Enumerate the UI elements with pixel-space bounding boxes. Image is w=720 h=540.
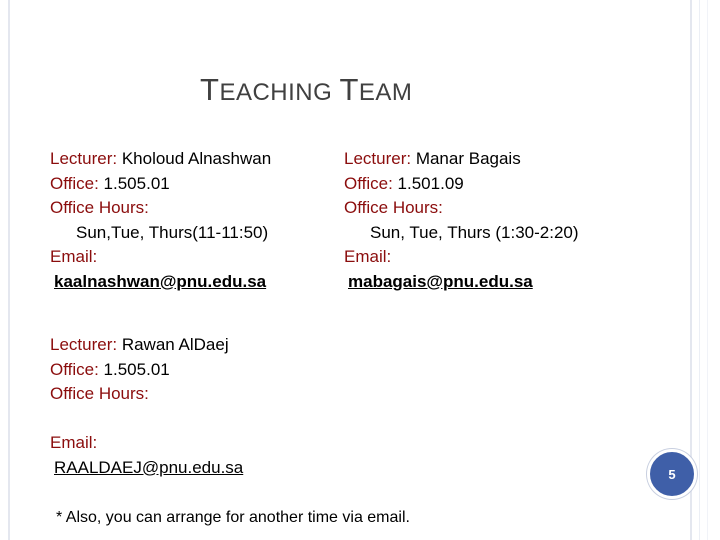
email-label: Email: (344, 247, 392, 266)
office-label: Office: (344, 173, 393, 193)
left-border (8, 0, 10, 540)
title-part: EAM (358, 79, 413, 106)
right-border-line (699, 0, 700, 540)
lecturer-label: Lecturer: (50, 335, 118, 354)
lecturer-line (344, 147, 579, 172)
title-cap: T (339, 72, 359, 107)
office-hours-label: Office Hours: (344, 198, 443, 217)
lecturer-card-3 (50, 333, 243, 480)
office-value: 1.505.01 (98, 173, 170, 193)
office-line (50, 172, 271, 197)
lecturer-line (50, 147, 271, 172)
office-label: Office: (50, 359, 99, 379)
right-border-line-outer (707, 0, 708, 540)
lecturer-name: Kholoud Alnashwan (117, 149, 272, 168)
footnote: * Also, you can arrange for another time via email. (56, 509, 410, 526)
office-value: 1.501.09 (392, 173, 464, 193)
office-line (344, 172, 579, 197)
lecturer-name: Rawan AlDaej (117, 335, 229, 354)
lecturer-line (50, 333, 243, 358)
office-hours-label: Office Hours: (50, 198, 149, 217)
title-part: EACHING (219, 79, 340, 106)
lecturer-card-2 (344, 147, 579, 294)
office-hours-value: Sun, Tue, Thurs (1:30-2:20) (370, 222, 579, 242)
email-link[interactable]: mabagais@pnu.edu.sa (348, 271, 533, 291)
office-label: Office: (50, 173, 99, 193)
lecturer-card-1 (50, 147, 271, 294)
email-label: Email: (50, 433, 98, 452)
lecturer-name: Manar Bagais (411, 149, 521, 168)
page-number-badge: 5 (647, 449, 697, 499)
office-hours-value: Sun,Tue, Thurs(11-11:50) (76, 222, 269, 242)
email-link[interactable]: kaalnashwan@pnu.edu.sa (54, 271, 267, 291)
office-value: 1.505.01 (98, 359, 170, 379)
title-cap: T (200, 72, 220, 107)
email-link[interactable]: RAALDAEJ@pnu.edu.sa (54, 457, 244, 477)
lecturer-label: Lecturer: (50, 149, 118, 168)
lecturer-label: Lecturer: (344, 149, 412, 168)
office-hours-value (50, 407, 243, 432)
office-hours-label: Office Hours: (50, 384, 149, 403)
email-label: Email: (50, 247, 98, 266)
office-line (50, 358, 243, 383)
slide-title (200, 72, 412, 108)
